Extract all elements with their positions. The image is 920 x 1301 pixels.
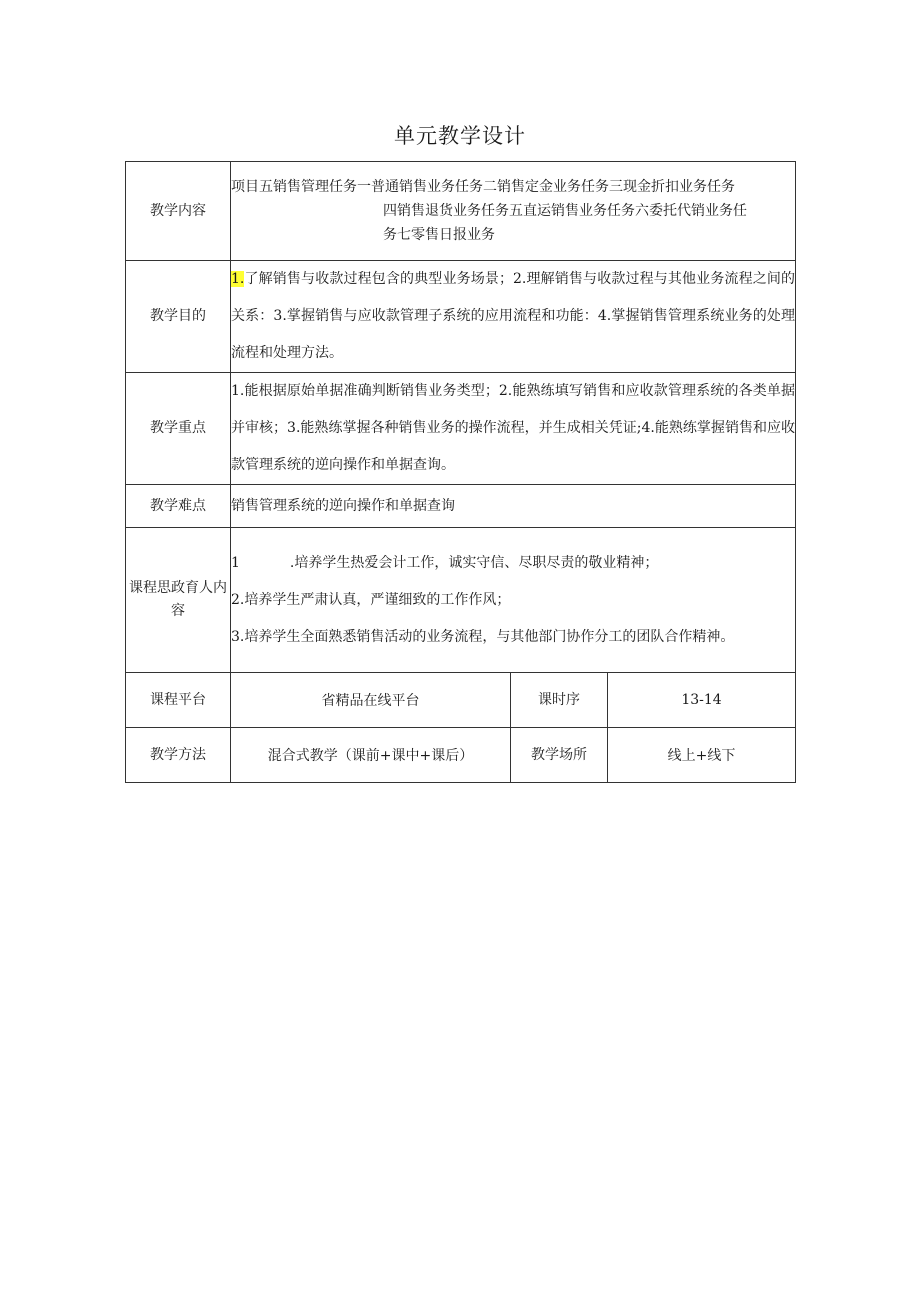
label-teaching-objective: 教学目的 bbox=[126, 261, 231, 373]
row-teaching-objective bbox=[126, 261, 796, 373]
value-teaching-content bbox=[231, 162, 796, 261]
value-venue: 线上+线下 bbox=[608, 728, 796, 783]
value-teaching-objective bbox=[231, 261, 796, 373]
value-key-points: 1.能根据原始单据准确判断销售业务类型；2.能熟练填写销售和应收款管理系统的各类单据并审核；3.能熟练掌握各种销售业务的操作流程，并生成相关凭证;4.能熟练掌握销售和应收款管理系统的逆向操作和单据查询。 bbox=[231, 373, 796, 485]
teaching-objective-text: 了解销售与收款过程包含的典型业务场景；2.理解销售与收款过程与其他业务流程之间的关系：3.掌握销售与应收款管理子系统的应用流程和功能：4.掌握销售管理系统业务的处理流程和处理方法。 bbox=[231, 271, 796, 361]
label-venue: 教学场所 bbox=[511, 728, 608, 783]
unit-design-table bbox=[125, 161, 796, 783]
document-title: 单元教学设计 bbox=[394, 124, 526, 148]
row-key-points bbox=[126, 373, 796, 485]
label-ideology: 课程思政育人内容 bbox=[126, 528, 231, 673]
label-lesson-sequence: 课时序 bbox=[511, 673, 608, 728]
label-platform: 课程平台 bbox=[126, 673, 231, 728]
value-platform: 省精品在线平台 bbox=[231, 673, 511, 728]
value-difficulties: 销售管理系统的逆向操作和单据查询 bbox=[231, 485, 796, 528]
value-lesson-sequence: 13-14 bbox=[608, 673, 796, 728]
teaching-content-line-1: 项目五销售管理任务一普通销售业务任务二销售定金业务任务三现金折扣业务任务 bbox=[231, 179, 735, 195]
label-key-points: 教学重点 bbox=[126, 373, 231, 485]
value-ideology bbox=[231, 528, 796, 673]
ideology-item-1: 1 .培养学生热爱会计工作，诚实守信、尽职尽责的敬业精神； bbox=[231, 554, 659, 571]
row-teaching-content bbox=[126, 162, 796, 261]
row-ideology bbox=[126, 528, 796, 673]
row-platform bbox=[126, 673, 796, 728]
label-difficulties: 教学难点 bbox=[126, 485, 231, 528]
teaching-content-continued bbox=[231, 199, 795, 247]
label-method: 教学方法 bbox=[126, 728, 231, 783]
teaching-content-line-2: 四销售退货业务任务五直运销售业务任务六委托代销业务任 bbox=[383, 203, 747, 219]
label-teaching-content: 教学内容 bbox=[126, 162, 231, 261]
highlighted-number: 1. bbox=[231, 271, 245, 287]
ideology-item-3: 3.培养学生全面熟悉销售活动的业务流程，与其他部门协作分工的团队合作精神。 bbox=[231, 628, 735, 645]
value-method: 混合式教学（课前+课中+课后） bbox=[231, 728, 511, 783]
ideology-item-2: 2.培养学生严肃认真，严谨细致的工作作风； bbox=[231, 591, 511, 608]
row-method bbox=[126, 728, 796, 783]
teaching-content-line-3: 务七零售日报业务 bbox=[383, 227, 495, 243]
row-difficulties bbox=[126, 485, 796, 528]
